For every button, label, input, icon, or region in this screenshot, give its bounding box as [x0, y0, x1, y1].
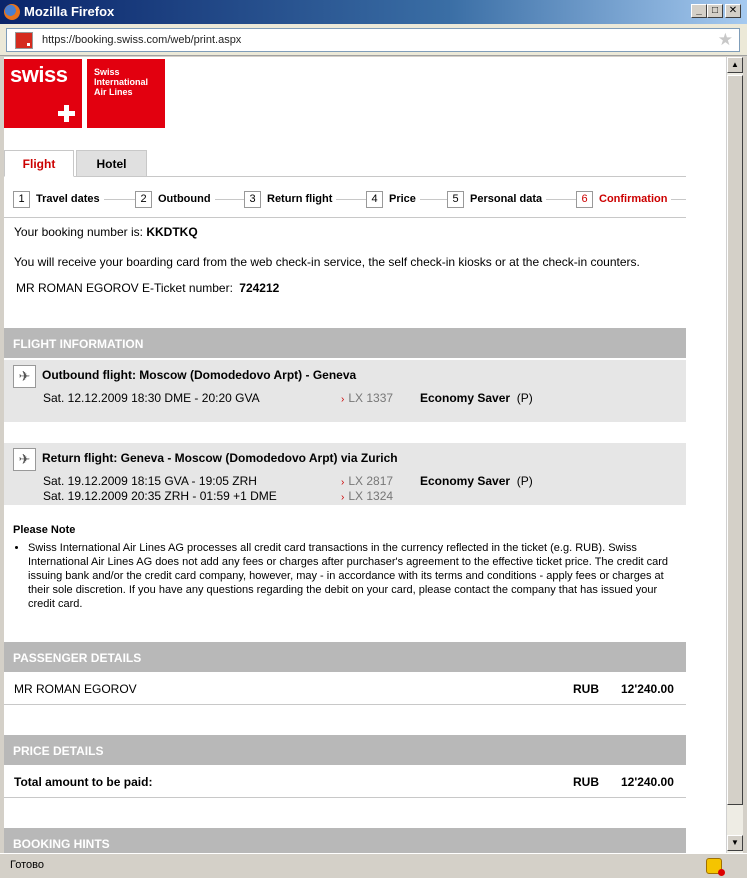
step-personal-data [447, 190, 546, 208]
total-currency: RUB [573, 775, 599, 789]
maximize-button[interactable]: □ [707, 4, 723, 18]
logo-name-line: Swiss [94, 67, 120, 77]
airline-name-logo [87, 59, 165, 128]
step-number: 2 [135, 191, 152, 208]
flight-number[interactable] [341, 391, 393, 405]
flight-number-text: LX 1324 [348, 489, 394, 503]
chevron-right-icon: › [341, 492, 345, 503]
tab-flight[interactable]: Flight [4, 150, 74, 177]
site-favicon-icon [15, 32, 33, 49]
step-outbound [135, 190, 215, 208]
fare-class-name: Economy Saver [420, 474, 511, 488]
step-return-flight [244, 190, 336, 208]
fare-class [420, 391, 533, 405]
segment-time: Sat. 19.12.2009 20:35 ZRH - 01:59 +1 DME [43, 489, 277, 503]
fare-class-code: (P) [516, 474, 533, 488]
eticket-row [16, 281, 279, 295]
firefox-icon [4, 4, 20, 20]
passenger-currency: RUB [573, 682, 599, 696]
bookmark-star-icon[interactable]: ★ [717, 30, 733, 49]
passenger-details-header: PASSENGER DETAILS [4, 642, 686, 672]
swiss-cross-icon [58, 105, 75, 122]
url-text[interactable]: https://booking.swiss.com/web/print.aspx [42, 34, 242, 46]
return-title: Return flight: Geneva - Moscow (Domodedovo Arpt) via Zurich [42, 451, 398, 465]
chevron-right-icon: › [341, 477, 345, 488]
flight-number[interactable] [341, 489, 393, 503]
step-label: Confirmation [599, 193, 668, 205]
address-bar [0, 24, 747, 56]
booking-number-row [14, 225, 198, 239]
step-label: Outbound [158, 193, 211, 205]
flight-information-header: FLIGHT INFORMATION [4, 328, 686, 358]
step-number: 1 [13, 191, 30, 208]
step-label: Travel dates [36, 193, 100, 205]
tab-hotel[interactable]: Hotel [76, 150, 147, 177]
fare-class [420, 474, 533, 488]
step-number: 6 [576, 191, 593, 208]
flight-number-text: LX 1337 [348, 391, 394, 405]
step-number: 3 [244, 191, 261, 208]
fare-class-code: (P) [516, 391, 533, 405]
chevron-right-icon: › [341, 394, 345, 405]
window-titlebar [0, 0, 747, 24]
segment-time: Sat. 12.12.2009 18:30 DME - 20:20 GVA [43, 391, 260, 405]
scroll-up-icon[interactable]: ▲ [727, 57, 743, 73]
plane-departure-icon: ✈ [13, 365, 36, 388]
step-confirmation [576, 190, 671, 208]
divider [4, 797, 686, 798]
scroll-thumb[interactable] [727, 75, 743, 805]
price-details-header: PRICE DETAILS [4, 735, 686, 765]
booking-steps [13, 190, 686, 208]
boarding-info: You will receive your boarding card from the web check-in service, the self check-in kiosks or at the check-in counters. [14, 255, 640, 269]
booking-tabs [4, 150, 686, 177]
total-amount: 12'240.00 [621, 775, 674, 789]
note-title: Please Note [13, 524, 76, 536]
booking-number: KKDTKQ [146, 225, 198, 239]
outbound-title: Outbound flight: Moscow (Domodedovo Arpt) - Geneva [42, 368, 357, 382]
step-number: 5 [447, 191, 464, 208]
segment-time: Sat. 19.12.2009 18:15 GVA - 19:05 ZRH [43, 474, 257, 488]
booking-number-label: Your booking number is: [14, 225, 143, 239]
step-travel-dates [13, 190, 104, 208]
flight-number-text: LX 2817 [348, 474, 394, 488]
url-field[interactable] [6, 28, 740, 52]
logo-wordmark: swiss [10, 62, 68, 87]
swiss-logo[interactable] [4, 59, 82, 128]
vertical-scrollbar[interactable] [726, 57, 743, 853]
outbound-flight-box [4, 360, 686, 422]
note-list [13, 541, 673, 611]
passenger-amount: 12'240.00 [621, 682, 674, 696]
step-label: Return flight [267, 193, 333, 205]
step-price [366, 190, 420, 208]
window-title: Mozilla Firefox [24, 4, 115, 19]
scroll-down-icon[interactable]: ▼ [727, 835, 743, 851]
passenger-name: MR ROMAN EGOROV [14, 682, 137, 696]
security-warning-icon[interactable] [706, 858, 722, 874]
step-label: Personal data [470, 193, 543, 205]
divider [4, 704, 686, 705]
fare-class-name: Economy Saver [420, 391, 511, 405]
status-bar [0, 853, 747, 878]
return-flight-box [4, 443, 686, 505]
logo-name-line: Air Lines [94, 87, 133, 97]
minimize-button[interactable]: _ [691, 4, 707, 18]
note-text: • Swiss International Air Lines AG processes all credit card transactions in the currency reflected in the ticket (e.g. RUB). Swiss International Air Lines AG does not add any fees or charges after purchaser's agreement to the effective ticket price. The credit card issuing bank and/or the credit card company, however, may - in accordance with its terms and conditions - apply fees or charges at their sole discretion. If you have any questions regarding the debit on your card, please contact the company that has issued your credit card. [28, 541, 673, 611]
step-number: 4 [366, 191, 383, 208]
eticket-label: MR ROMAN EGOROV E-Ticket number: [16, 281, 233, 295]
page-content [4, 57, 726, 853]
logo-name-line: International [94, 77, 149, 87]
flight-number[interactable] [341, 474, 393, 488]
plane-arrival-icon: ✈ [13, 448, 36, 471]
status-text: Готово [10, 859, 44, 871]
total-label: Total amount to be paid: [14, 775, 153, 789]
step-label: Price [389, 193, 416, 205]
divider [4, 217, 686, 218]
eticket-number: 724212 [239, 281, 280, 295]
booking-hints-header: BOOKING HINTS [4, 828, 686, 853]
close-button[interactable]: ✕ [725, 4, 741, 18]
